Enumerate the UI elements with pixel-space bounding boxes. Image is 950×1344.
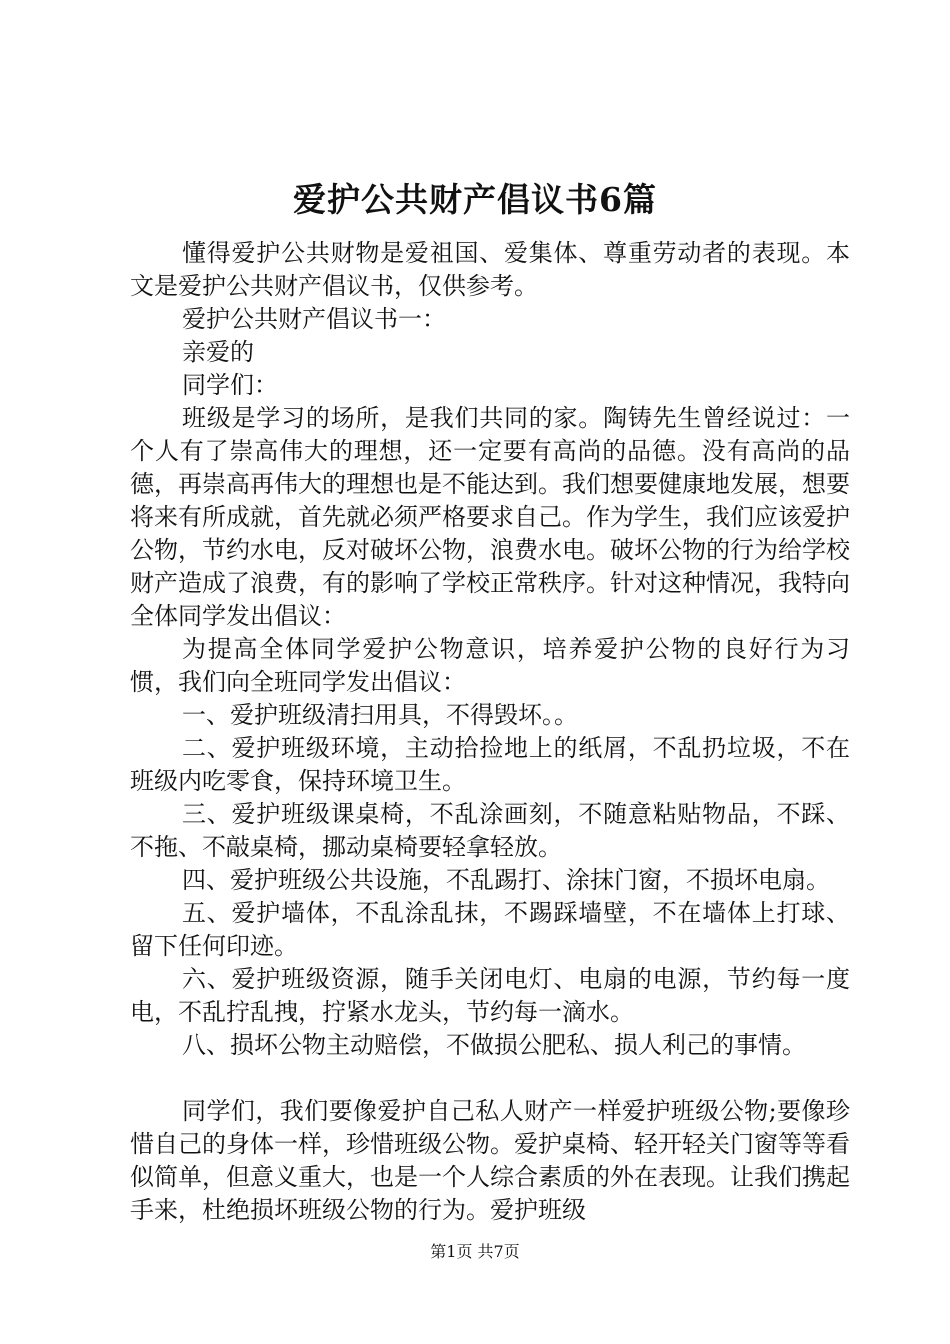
paragraph-salutation-2: 同学们： [182,371,278,399]
paragraph-item-5: 五、爱护墙体，不乱涂乱抹，不踢踩墙壁，不在墙体上打球、留下任何印迹。 [130,899,850,960]
paragraph-item-1: 一、爱护班级清扫用具，不得毁坏。。 [182,701,578,729]
paragraph-proposal: 为提高全体同学爱护公物意识，培养爱护公物的良好行为习惯，我们向全班同学发出倡议： [130,635,850,696]
paragraph-intro: 懂得爱护公共财物是爱祖国、爱集体、尊重劳动者的表现。本文是爱护公共财产倡议书，仅供参考。 [130,239,850,300]
paragraph-item-2: 二、爱护班级环境，主动拾捡地上的纸屑，不乱扔垃圾，不在班级内吃零食，保持环境卫生。 [130,734,850,795]
paragraph-item-6: 六、爱护班级资源，随手关闭电灯、电扇的电源，节约每一度电，不乱拧乱拽，拧紧水龙头，节约每一滴水。 [130,965,850,1026]
page-footer: 第1页 共7页 [430,1242,520,1261]
paragraph-heading-one: 爱护公共财产倡议书一： [182,305,446,333]
paragraph-closing: 同学们，我们要像爱护自己私人财产一样爱护班级公物;要像珍惜自己的身体一样，珍惜班级公物。爱护桌椅、轻开轻关门窗等等看似简单，但意义重大，也是一个人综合素质的外在表现。让我们携起手来，杜绝损坏班级公物的行为。爱护班级 [130,1097,850,1224]
paragraph-gap [130,1062,850,1095]
paragraph-salutation: 亲爱的 [182,338,254,366]
paragraph-item-8: 八、损坏公物主动赔偿，不做损公肥私、损人利己的事情。 [182,1031,806,1059]
document-body [130,237,850,1227]
paragraph-item-3: 三、爱护班级课桌椅，不乱涂画刻，不随意粘贴物品，不踩、不拖、不敲桌椅，挪动桌椅要轻拿轻放。 [130,800,850,861]
document-title: 爱护公共财产倡议书6篇 [293,180,657,219]
paragraph-body: 班级是学习的场所，是我们共同的家。陶铸先生曾经说过：一个人有了崇高伟大的理想，还一定要有高尚的品德。没有高尚的品德，再崇高再伟大的理想也是不能达到。我们想要健康地发展，想要将来有所成就，首先就必须严格要求自己。作为学生，我们应该爱护公物，节约水电，反对破坏公物，浪费水电。破坏公物的行为给学校财产造成了浪费，有的影响了学校正常秩序。针对这种情况，我特向全体同学发出倡议： [130,404,850,630]
paragraph-item-4: 四、爱护班级公共设施，不乱踢打、涂抹门窗，不损坏电扇。 [182,866,830,894]
